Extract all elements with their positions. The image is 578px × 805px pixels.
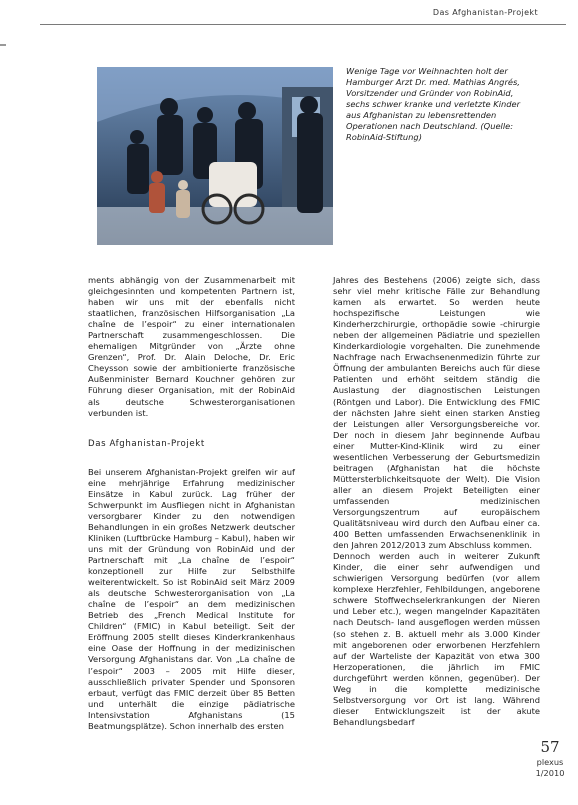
- paragraph: Bei unserem Afghanistan-Projekt greifen wir auf eine mehrjährige Erfahrung medizinischer Einsätze in Kabul zurück. Lag früher der Schwerpunkt im Ausfliegen nicht in Afghanistan versorgbarer Kinder zu den notwendigen Behandlungen in ein großes Netzwerk deutscher Kliniken (Luftbrücke Hamburg – Kabul), haben wir uns mit der Gründung von RobinAid und der Partnerschaft mit „La chaîne de l’espoir“ konzeptionell zur Hilfe zur Selbsthilfe weiterentwickelt. So ist RobinAid seit März 2009 als deutsche Schwesterorganisation von „La chaîne de l’espoir“ an dem medizinischen Betrieb des „French Medical Institute for Children“ (FMIC) in Kabul beteiligt. Seit der Eröffnung 2005 stellt dieses Kinderkrankenhaus eine Oase der Hoffnung in der medizinischen Versorgung Afghanistans dar. Von „La chaîne de l’espoir“ 2003 – 2005 mit Hilfe dieser, ausschließlich privater Spender und Sponsoren erbaut, verfügt das FMIC derzeit über 85 Betten und unterhält die einzige pädiatrische Intensivstation Afghanistans (15 Beatmungsplätze). Schon innerhalb des ersten: [88, 466, 295, 731]
- running-header: [0, 0, 578, 30]
- page-number: 57: [540, 738, 560, 756]
- running-header-section: Das Afghanistan-Projekt: [432, 8, 538, 17]
- photo-floor: [97, 207, 333, 245]
- margin-mark: [0, 44, 6, 46]
- photo-illustration: [97, 67, 333, 245]
- paragraph: Jahres des Bestehens (2006) zeigte sich, dass sehr viel mehr kritische Fälle zur Behandlung kamen als erwartet. So werden heute hochspezifische Leistungen wie Kinderherzchirurgie, orthopädie sowie -chirurgie neben der allgemeinen Pädiatrie und speziellen Kinderkardiologie vorgehalten. Die zunehmende Nachfrage nach Erwachsenenmedizin führte zur Öffnung der ambulanten Bereichs auch für diese Patienten und erhöht seitdem ständig die Auslastung der diagnostischen Leistungen (Röntgen und Labor). Die Entwicklung des FMIC der nächsten Jahre sieht einen starken Anstieg der Leistungen aller Versorgungsbereiche vor. Der noch in diesem Jahr beginnende Aufbau einer Mutter-Kind-Klinik wird zu einer wesentlichen Verbesserung der Geburtsmedizin beitragen (Afghanistan hat die höchste Müttersterblichkeitsquote der Welt). Die Vision aller an diesem Projekt Beteiligten einer umfassenden medizinischen Versorgungszentrum auf europäischem Qualitätsniveau wird durch den Aufbau einer ca. 400 Betten umfassenden Erwachsenenklinik in den Jahren 2012/2013 zum Abschluss kommen.: [333, 275, 540, 551]
- paragraph: ments abhängig von der Zusammenarbeit mit gleichgesinnten und kompetenten Partnern ist, haben wir uns mit der ebenfalls nicht staatlichen, französischen Hilfsorganisation „La chaîne de l’espoir“ zu einer internationalen Partnerschaft zusammengeschlossen. Die ehemaligen Mitgründer von „Ärzte ohne Grenzen“, Prof. Dr. Alain Deloche, Dr. Eric Cheysson sowie der ambitionierte französische Außenminister Bernard Kouchner gehören zur Führung dieser Organisation, mit der RobinAid als deutsche Schwesterorganisationen verbunden ist.: [88, 275, 295, 418]
- magazine-name: plexus: [536, 757, 564, 767]
- paragraph: Dennoch werden auch in weiterer Zukunft Kinder, die einer sehr aufwendigen und schwierigen Versorgung bedürfen (vor allem komplexe Herzfehler, Fehlbildungen, angeborene schwere Stoffwechselerkrankungen der Nieren und Leber etc.), wegen mangelnder Kapazitäten nach Deutsch- land ausgeflogen werden müssen (so stehen z. B. aktuell mehr als 3.000 Kinder mit angeborenen oder erworbenen Herzfehlern auf der Warteliste der Kapazität von etwa 300 Herzoperationen, die jährlich im FMIC durchgeführt werden können, gegenüber). Der Weg in die komplette medizinische Selbstversorgung vor Ort ist lang. Während dieser Entwicklungszeit ist der akute Behandlungsbedarf: [333, 551, 540, 727]
- figure-caption: Wenige Tage vor Weihnachten holt der Hamburger Arzt Dr. med. Mathias Angrés, Vorsitzender und Gründer von RobinAid, sechs schwer kranke und verletzte Kinder aus Afghanistan zu lebensrettenden Operationen nach Deutschland. (Quelle: RobinAid-Stiftung): [346, 66, 521, 142]
- article-photo: [97, 67, 333, 245]
- section-subheading: Das Afghanistan-Projekt: [88, 438, 205, 449]
- article-column-right: [333, 275, 540, 728]
- header-rule: [40, 24, 566, 25]
- article-column-left: [88, 275, 295, 732]
- magazine-issue: 1/2010: [535, 768, 565, 778]
